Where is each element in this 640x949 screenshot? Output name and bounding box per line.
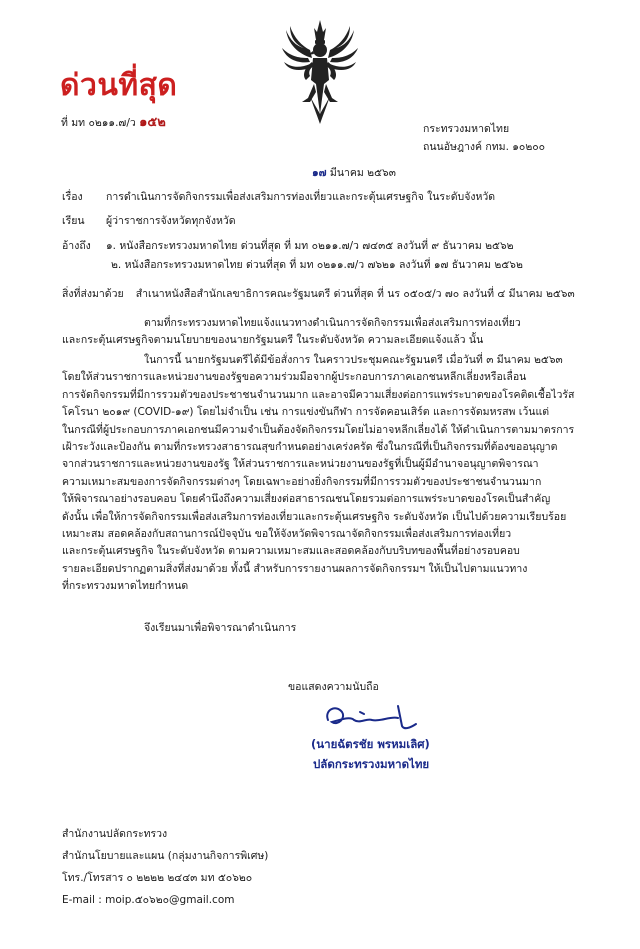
date-month-year: มีนาคม ๒๕๖๓ [329,167,396,179]
enclosure-line [62,286,575,302]
signer-position: ปลัดกระทรวงมหาดไทย [313,757,430,771]
body-paragraph-3: จึงเรียนมาเพื่อพิจารณาดำเนินการ [144,622,297,634]
paragraph-line: ในการนี้ นายกรัฐมนตรีได้มีข้อสั่งการ ในคราวประชุมคณะรัฐมนตรี เมื่อวันที่ ๓ มีนาคม ๒๕๖๓ [144,354,563,366]
enclosure-text: สำเนาหนังสือสำนักเลขาธิการคณะรัฐมนตรี ด่วนที่สุด ที่ นร ๐๕๐๕/ว ๗๐ ลงวันที่ ๔ มีนาคม ๒๕๖๓ [135,288,575,300]
paragraph-line: จากส่วนราชการและหน่วยงานของรัฐ ให้ส่วนราชการและหน่วยงานของรัฐที่เป็นผู้มีอำนาจอนุญาตพิจารณา [62,458,539,471]
document-number [61,115,166,131]
subject-label: เรื่อง [62,191,83,203]
urgent-stamp: ด่วนที่สุด [60,68,178,103]
reference-1-text: ๑. หนังสือกระทรวงมหาดไทย ด่วนที่สุด ที่ มท ๐๒๑๑.๗/ว ๗๔๓๕ ลงวันที่ ๙ ธันวาคม ๒๕๖๒ [106,240,514,252]
letter-date [312,165,396,181]
subject-line [62,189,495,205]
enclosure-label: สิ่งที่ส่งมาด้วย [62,288,124,300]
reference-line-1 [62,238,514,254]
body-paragraph-2 [62,352,578,596]
paragraph-line: และกระตุ้นเศรษฐกิจ ในระดับจังหวัด ตามความเหมาะสมและสอดคล้องกับบริบทของพื้นที่อย่างรอบคอบ [62,545,520,558]
paragraph-line: โคโรนา ๒๐๑๙ (COVID-๑๙) โดยไม่จำเป็น เช่น การแข่งขันกีฬา การจัดคอนเสิร์ต และการจัดมหรสพ เว้นแต่ [62,406,550,419]
body-paragraph-1 [62,315,578,350]
paragraph-line: รายละเอียดปรากฏตามสิ่งที่ส่งมาด้วย ทั้งนี้ สำหรับการรายงานผลการจัดกิจกรรมฯ ให้เป็นไปตามแนวทาง [62,562,528,575]
footer-division: สำนักนโยบายและแผน (กลุ่มงานกิจการพิเศษ) [62,850,269,862]
garuda-emblem-icon [280,18,360,126]
reference-line-2: ๒. หนังสือกระทรวงมหาดไทย ด่วนที่สุด ที่ มท ๐๒๑๑.๗/ว ๗๖๒๑ ลงวันที่ ๑๗ ธันวาคม ๒๕๖๒ [111,259,523,271]
paragraph-line: ดังนั้น เพื่อให้การจัดกิจกรรมเพื่อส่งเสริมการท่องเที่ยวและกระตุ้นเศรษฐกิจ ระดับจังหวัด เป็นไปด้วยความเรียบร้อย [62,510,567,523]
signature-icon [320,700,420,734]
signer-name: (นายฉัตรชัย พรหมเลิศ) [311,737,430,751]
paragraph-line: เหมาะสม สอดคล้องกับสถานการณ์ปัจจุบัน ขอให้จังหวัดพิจารณาจัดกิจกรรมเพื่อส่งเสริมการท่องเที่ยว [62,528,512,541]
paragraph-line: ให้พิจารณาอย่างรอบคอบ โดยคำนึงถึงความเสี่ยงต่อสาธารณชนโดยรวมต่อการแพร่ระบาดของโรคเป็นสำคัญ [62,493,551,506]
ministry-name: กระทรวงมหาดไทย [423,123,510,135]
document-number-prefix: ที่ มท ๐๒๑๑.๗/ว [61,117,136,129]
footer-phone: โทร./โทรสาร ๐ ๒๒๒๒ ๒๔๔๓ มท ๕๐๖๒๐ [62,872,253,884]
document-number-handwritten: ๑๕๒ [139,115,166,130]
recipient-line [62,213,236,229]
footer-office: สำนักงานปลัดกระทรวง [62,828,168,840]
footer-email: E-mail : moip.๕๐๖๒๐@gmail.com [62,894,235,906]
paragraph-line: ตามที่กระทรวงมหาดไทยแจ้งแนวทางดำเนินการจัดกิจกรรมเพื่อส่งเสริมการท่องเที่ยว [144,317,521,329]
paragraph-line: ในกรณีที่ผู้ประกอบการภาคเอกชนมีความจำเป็นต้องจัดกิจกรรมโดยไม่อาจหลีกเลี่ยงได้ ให้ดำเนินการตามมาตรการ [62,423,575,436]
recipient-text: ผู้ว่าราชการจังหวัดทุกจังหวัด [106,215,236,227]
reference-label: อ้างถึง [62,240,91,252]
date-day-handwritten: ๑๗ [312,167,327,179]
paragraph-line: เฝ้าระวังและป้องกัน ตามที่กระทรวงสาธารณสุขกำหนดอย่างเคร่งครัด ซึ่งในกรณีที่เป็นกิจกรรมที่ต้องขออนุญาต [62,441,558,454]
paragraph-line: การจัดกิจกรรมที่มีการรวมตัวของประชาชนจำนวนมาก และอาจมีความเสี่ยงต่อการแพร่ระบาดของโรคติดเชื้อไวรัส [62,388,575,401]
paragraph-line: โดยให้ส่วนราชการและหน่วยงานของรัฐขอความร่วมมือจากผู้ประกอบการภาคเอกชนหลีกเลี่ยงหรือเลื่อน [62,371,527,384]
closing-phrase: ขอแสดงความนับถือ [288,681,379,693]
paragraph-line: ความเหมาะสมของการจัดกิจกรรมต่างๆ โดยเฉพาะอย่างยิ่งกิจกรรมที่มีการรวมตัวของประชาชนจำนวนมาก [62,475,542,488]
paragraph-line: และกระตุ้นเศรษฐกิจตามนโยบายของนายกรัฐมนตรี ในระดับจังหวัด ความละเอียดแจ้งแล้ว นั้น [62,334,484,347]
recipient-label: เรียน [62,215,85,227]
paragraph-line: ที่กระทรวงมหาดไทยกำหนด [62,580,189,593]
subject-text: การดำเนินการจัดกิจกรรมเพื่อส่งเสริมการท่องเที่ยวและกระตุ้นเศรษฐกิจ ในระดับจังหวัด [106,191,496,203]
ministry-address: ถนนอัษฎางค์ กทม. ๑๐๒๐๐ [423,141,546,153]
